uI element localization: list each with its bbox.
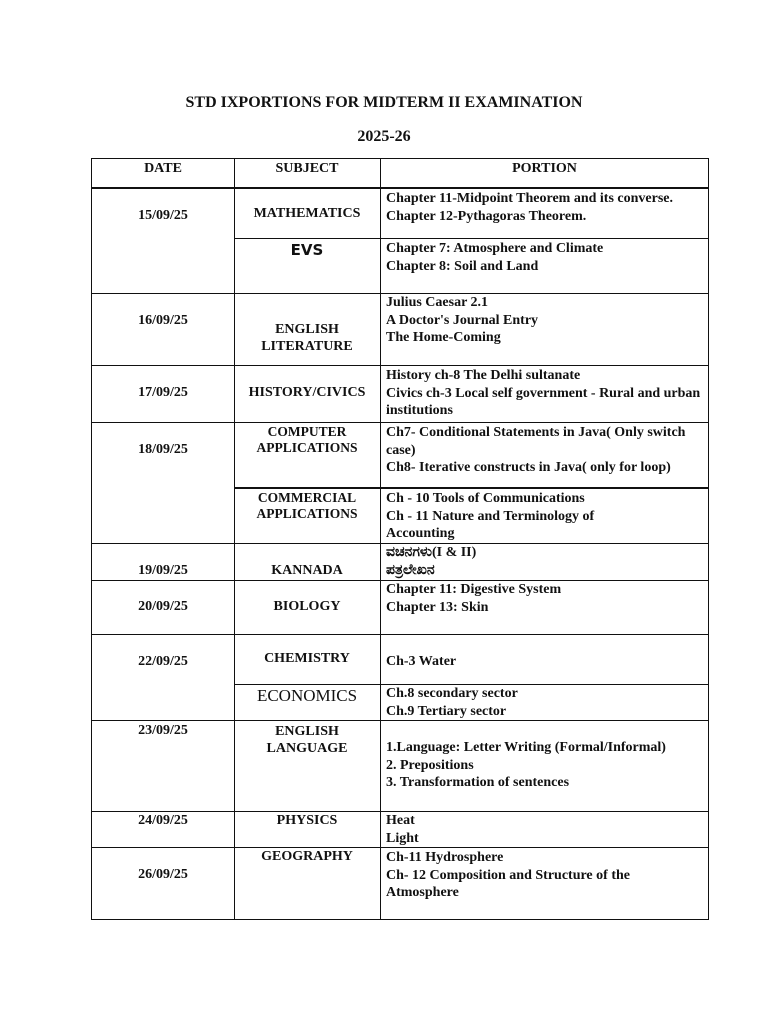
portion-line: Heat (386, 813, 415, 828)
portion-cell (386, 240, 704, 275)
subject-cell: GEOGRAPHY (261, 849, 353, 865)
subject-cell: MATHEMATICS (253, 206, 361, 222)
date-cell: 19/09/25 (138, 563, 188, 579)
portion-cell (386, 653, 704, 671)
portion-line: Ch-11 Hydrosphere (386, 850, 504, 865)
portion-cell (386, 849, 704, 902)
date-cell: 17/09/25 (138, 385, 188, 401)
subject-cell: COMPUTER APPLICATIONS (256, 424, 358, 455)
portion-line: Chapter 13: Skin (386, 599, 489, 615)
portion-line: 2. Prepositions (386, 757, 474, 773)
portion-cell (386, 685, 704, 720)
date-cell: 18/09/25 (138, 442, 188, 458)
portion-line: Ch- 12 Composition and Structure of the Atmosphere (386, 867, 630, 900)
portion-cell (386, 581, 704, 616)
portion-line: Chapter 7: Atmosphere and Climate (386, 241, 604, 256)
date-cell: 16/09/25 (138, 313, 188, 329)
subject-cell: ECONOMICS (256, 686, 358, 706)
portion-line: Julius Caesar 2.1 (386, 295, 489, 310)
portion-line: A Doctor's Journal Entry (386, 312, 539, 328)
portion-line: ವಚನಗಳು(I & II) (386, 545, 477, 560)
portion-line: 1.Language: Letter Writing (Formal/Informal) (386, 740, 666, 755)
portion-line: ಪತ್ರಲೇಖನ (386, 562, 435, 578)
portion-line: Civics ch-3 Local self government - Rural and urban institutions (386, 385, 701, 418)
date-cell: 23/09/25 (138, 723, 188, 739)
portion-line: Chapter 11-Midpoint Theorem and its converse. (386, 191, 674, 206)
portion-line: Ch.8 secondary sector (386, 686, 518, 701)
portion-line: Ch7- Conditional Statements in Java( Only switch case) (386, 425, 686, 458)
portion-line: History ch-8 The Delhi sultanate (386, 368, 581, 383)
portion-cell (386, 190, 704, 225)
subject-cell: HISTORY/CIVICS (248, 385, 366, 401)
portion-line: Ch.9 Tertiary sector (386, 703, 507, 719)
header-date: DATE (144, 161, 182, 177)
portion-line: Ch8- Iterative constructs in Java( only for loop) (386, 460, 671, 475)
portion-line: The Home-Coming (386, 330, 501, 345)
portion-line: Ch-3 Water (386, 654, 457, 669)
portion-cell (386, 490, 704, 543)
portion-cell (386, 294, 704, 347)
portion-cell (386, 812, 704, 847)
header-subject: SUBJECT (275, 161, 339, 177)
portion-line: Ch - 10 Tools of Communications (386, 491, 585, 506)
subject-cell: ENGLISH LANGUAGE (266, 723, 348, 756)
portion-line: Chapter 12-Pythagoras Theorem. (386, 208, 587, 224)
portion-line: Chapter 8: Soil and Land (386, 258, 539, 274)
portion-cell (386, 739, 704, 792)
portion-cell (386, 544, 704, 579)
subject-cell: COMMERCIAL APPLICATIONS (256, 490, 358, 521)
subject-cell: CHEMISTRY (264, 651, 350, 667)
date-cell: 15/09/25 (138, 208, 188, 224)
document-year: 2025-26 (357, 128, 411, 145)
portion-line: Ch - 11 Nature and Terminology of Accounting (386, 508, 595, 541)
subject-cell: BIOLOGY (273, 599, 341, 615)
subject-cell: EVS (290, 241, 324, 260)
subject-cell: ENGLISH LITERATURE (261, 321, 353, 354)
document-title: STD IXPORTIONS FOR MIDTERM II EXAMINATION (185, 94, 583, 111)
subject-cell: PHYSICS (276, 813, 338, 829)
date-cell: 22/09/25 (138, 654, 188, 670)
portion-cell (386, 424, 704, 477)
date-cell: 24/09/25 (138, 813, 188, 829)
portion-line: Light (386, 830, 419, 846)
portion-line: Chapter 11: Digestive System (386, 582, 562, 597)
header-portion: PORTION (512, 161, 577, 176)
date-cell: 26/09/25 (138, 867, 188, 883)
portion-cell (386, 367, 704, 420)
date-cell: 20/09/25 (138, 599, 188, 615)
portion-line: 3. Transformation of sentences (386, 775, 570, 790)
subject-cell: KANNADA (271, 563, 343, 579)
